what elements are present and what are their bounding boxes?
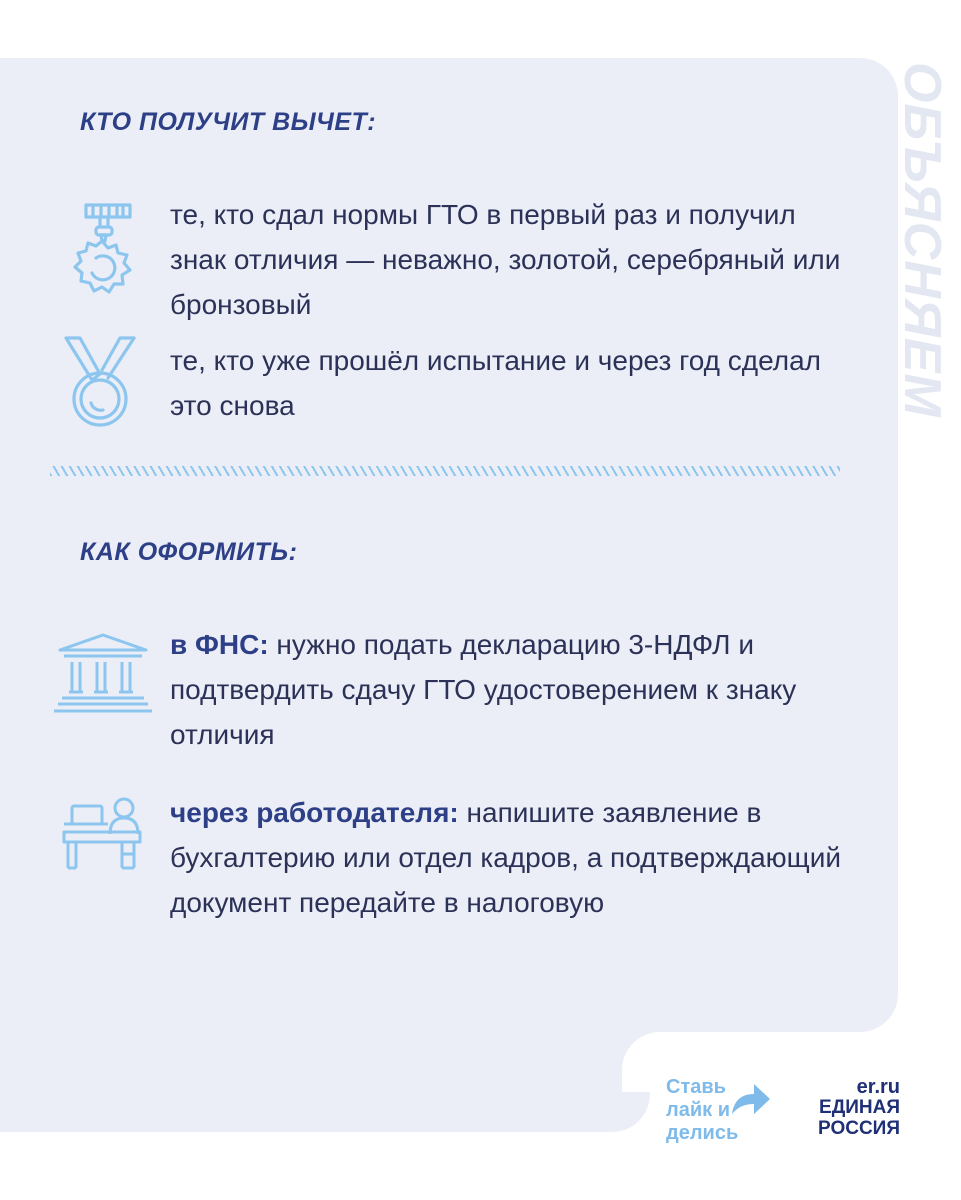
office-desk-icon <box>62 796 144 872</box>
section-heading-who: КТО ПОЛУЧИТ ВЫЧЕТ: <box>80 108 377 136</box>
section-divider <box>50 466 840 476</box>
brand-site: er.ru <box>856 1076 900 1098</box>
side-tag: ОБЪЯСНЯЕМ <box>893 62 951 418</box>
section2-item-text <box>170 622 850 757</box>
share-arrow-icon[interactable] <box>730 1082 772 1116</box>
content-card-bottom <box>0 1030 650 1132</box>
medal-ribbon-icon <box>62 334 138 434</box>
brand-logo: ЕДИНАЯ РОССИЯ <box>818 1097 900 1139</box>
share-call-to-action[interactable]: Ставь лайк и делись <box>666 1076 739 1144</box>
government-building-icon <box>52 632 154 716</box>
fns-text: нужно подать декларацию 3-НДФЛ и подтвердить сдачу ГТО удостоверением к знаку отличия <box>170 629 797 750</box>
employer-text: напишите заявление в бухгалтерию или отдел кадров, а подтверждающий документ передайте в налоговую <box>170 797 842 918</box>
section1-item-text: те, кто сдал нормы ГТО в первый раз и получил знак отличия — неважно, золотой, серебряный или бронзовый <box>170 199 841 320</box>
bottom-strip <box>0 1132 961 1200</box>
employer-lead: через работодателя: <box>170 797 459 828</box>
section2-item-text <box>170 790 850 925</box>
section-heading-how: КАК ОФОРМИТЬ: <box>80 538 298 566</box>
section1-item-text: те, кто уже прошёл испытание и через год сделал это снова <box>170 345 822 421</box>
fns-lead: в ФНС: <box>170 629 269 660</box>
medal-badge-icon <box>64 203 134 303</box>
